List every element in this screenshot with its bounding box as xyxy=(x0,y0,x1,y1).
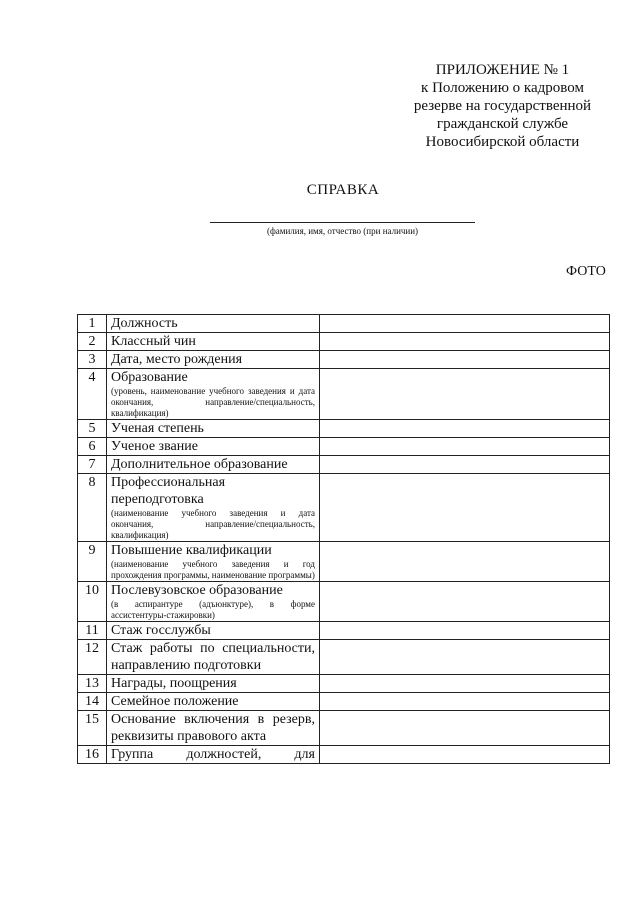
table-row xyxy=(78,622,610,640)
row-value-cell[interactable] xyxy=(320,693,610,711)
row-number: 16 xyxy=(78,746,107,764)
row-label xyxy=(107,369,320,420)
row-label-text: Должность xyxy=(111,316,178,331)
row-label-text: Награды, поощрения xyxy=(111,676,237,691)
appendix-line: к Положению о кадровом xyxy=(421,80,584,96)
row-value-cell[interactable] xyxy=(320,315,610,333)
row-number: 15 xyxy=(78,711,107,746)
photo-label: ФОТО xyxy=(566,264,606,279)
table-row xyxy=(78,542,610,582)
name-caption: (фамилия, имя, отчество (при наличии) xyxy=(266,226,419,236)
row-number: 8 xyxy=(78,474,107,542)
row-label-text: Образование xyxy=(111,370,188,385)
row-number: 3 xyxy=(78,351,107,369)
row-value-cell[interactable] xyxy=(320,711,610,746)
row-label-text: Дополнительное образование xyxy=(111,457,288,472)
table-row xyxy=(78,474,610,542)
appendix-line: ПРИЛОЖЕНИЕ № 1 xyxy=(435,62,570,78)
row-label xyxy=(107,438,320,456)
row-number: 4 xyxy=(78,369,107,420)
row-value-cell[interactable] xyxy=(320,351,610,369)
table-row xyxy=(78,420,610,438)
row-label-text: Дата, место рождения xyxy=(111,352,243,367)
row-label xyxy=(107,582,320,622)
row-value-cell[interactable] xyxy=(320,474,610,542)
table-row xyxy=(78,693,610,711)
row-value-cell[interactable] xyxy=(320,746,610,764)
row-value-cell[interactable] xyxy=(320,456,610,474)
table-row xyxy=(78,456,610,474)
appendix-line: резерве на государственной xyxy=(413,98,592,114)
row-label xyxy=(107,351,320,369)
row-label-note: (уровень, наименование учебного заведения и дата окончания, направление/специальность, квалификация) xyxy=(111,386,315,418)
row-number: 7 xyxy=(78,456,107,474)
row-label-text: Ученая степень xyxy=(111,421,204,436)
row-number: 10 xyxy=(78,582,107,622)
row-label xyxy=(107,420,320,438)
row-label xyxy=(107,333,320,351)
appendix-header xyxy=(405,61,600,151)
table-row xyxy=(78,333,610,351)
row-label-text: Классный чин xyxy=(111,334,196,349)
row-value-cell[interactable] xyxy=(320,622,610,640)
table-row xyxy=(78,746,610,764)
row-label-text: Профессиональная переподготовка xyxy=(111,475,226,507)
row-value-cell[interactable] xyxy=(320,675,610,693)
appendix-line: Новосибирской области xyxy=(425,134,580,150)
row-number: 1 xyxy=(78,315,107,333)
row-number: 12 xyxy=(78,640,107,675)
row-label xyxy=(107,693,320,711)
row-label xyxy=(107,746,320,764)
row-number: 6 xyxy=(78,438,107,456)
row-label-text: Ученое звание xyxy=(111,439,198,454)
row-value-cell[interactable] xyxy=(320,333,610,351)
row-value-cell[interactable] xyxy=(320,369,610,420)
row-label-text: Стаж работы по специальности, направлению подготовки xyxy=(111,641,315,673)
row-label-text: Семейное положение xyxy=(111,694,239,709)
row-label xyxy=(107,474,320,542)
table-row xyxy=(78,675,610,693)
table-row xyxy=(78,438,610,456)
name-fill-line[interactable] xyxy=(210,222,475,223)
row-number: 2 xyxy=(78,333,107,351)
row-label xyxy=(107,675,320,693)
row-label-text: Основание включения в резерв, реквизиты правового акта xyxy=(111,712,315,744)
appendix-line: гражданской службе xyxy=(436,116,569,132)
document-title: СПРАВКА xyxy=(306,182,380,198)
row-number: 5 xyxy=(78,420,107,438)
row-label xyxy=(107,542,320,582)
row-label-note: (наименование учебного заведения и дата окончания, направление/специальность, квалификация) xyxy=(111,508,315,540)
row-label xyxy=(107,640,320,675)
row-label-text: Послевузовское образование xyxy=(111,583,283,598)
table-row xyxy=(78,640,610,675)
table-row xyxy=(78,711,610,746)
table-row xyxy=(78,351,610,369)
row-label-text: Стаж госслужбы xyxy=(111,623,211,638)
row-label-note: (в аспирантуре (адъюнктуре), в форме ассистентуры-стажировки) xyxy=(111,599,315,620)
row-value-cell[interactable] xyxy=(320,420,610,438)
info-table xyxy=(77,314,610,764)
row-label xyxy=(107,622,320,640)
row-number: 13 xyxy=(78,675,107,693)
row-label xyxy=(107,456,320,474)
row-value-cell[interactable] xyxy=(320,582,610,622)
table-row xyxy=(78,315,610,333)
row-label xyxy=(107,315,320,333)
table-row xyxy=(78,582,610,622)
row-value-cell[interactable] xyxy=(320,438,610,456)
table-row xyxy=(78,369,610,420)
row-value-cell[interactable] xyxy=(320,542,610,582)
row-label-text: Группа должностей, для xyxy=(111,747,315,762)
row-label xyxy=(107,711,320,746)
row-label-text: Повышение квалификации xyxy=(111,543,272,558)
row-number: 9 xyxy=(78,542,107,582)
row-number: 14 xyxy=(78,693,107,711)
row-number: 11 xyxy=(78,622,107,640)
row-label-note: (наименование учебного заведения и год прохождения программы, наименование программы) xyxy=(111,559,315,580)
row-value-cell[interactable] xyxy=(320,640,610,675)
